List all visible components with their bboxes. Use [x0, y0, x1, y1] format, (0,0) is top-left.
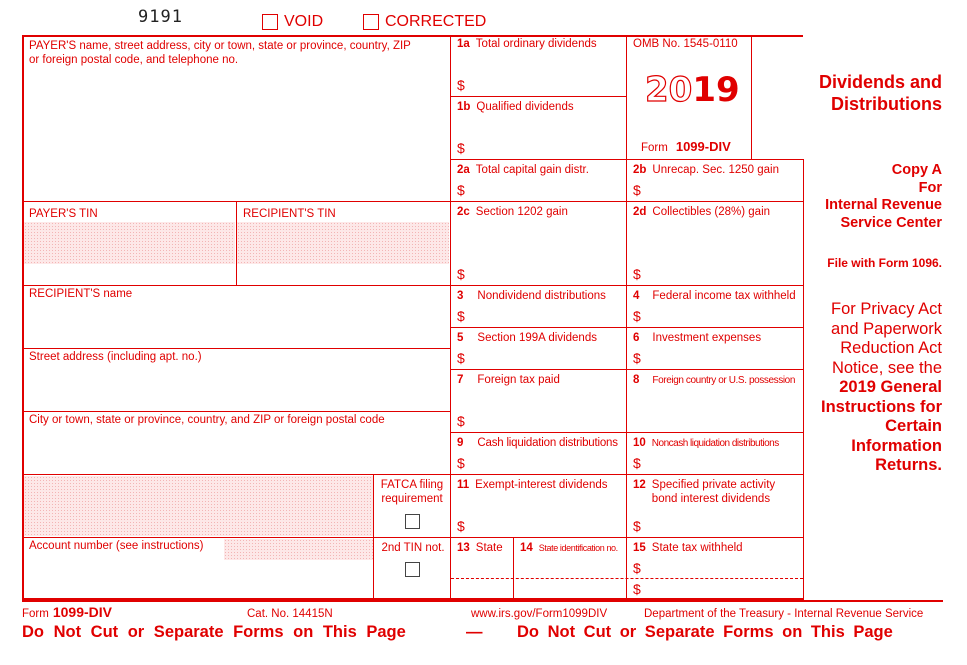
- recipient-tin-label: RECIPIENT'S TIN: [243, 208, 336, 220]
- footer-form-name: Form 1099-DIV: [22, 604, 112, 620]
- box-1b-dollar: $: [457, 140, 465, 156]
- box-12-dollar: $: [633, 518, 641, 534]
- form-title: Dividends and Distributions: [818, 72, 942, 114]
- file-with-1096: File with Form 1096.: [827, 256, 942, 270]
- box-14-label: 14 State identification no.: [520, 542, 618, 554]
- box-2c-dollar: $: [457, 266, 465, 282]
- box-11-dollar: $: [457, 518, 465, 534]
- omb-number: OMB No. 1545-0110: [633, 38, 738, 50]
- box-5-label: 5 Section 199A dividends: [457, 332, 597, 344]
- box-2b-label: 2b Unrecap. Sec. 1250 gain: [633, 164, 780, 176]
- box-1a-dollar: $: [457, 77, 465, 93]
- box-2d-label: 2d Collectibles (28%) gain: [633, 206, 771, 218]
- box-7-label: 7 Foreign tax paid: [457, 374, 560, 386]
- second-tin-label: 2nd TIN not.: [381, 542, 445, 554]
- box-12-label: 12 Specified private activity bond interest dividends: [633, 479, 776, 505]
- footer-url[interactable]: www.irs.gov/Form1099DIV: [471, 608, 608, 620]
- box-10-dollar: $: [633, 455, 641, 471]
- box-4-label: 4 Federal income tax withheld: [633, 290, 796, 302]
- box-7-dollar: $: [457, 413, 465, 429]
- box-3-label: 3 Nondividend distributions: [457, 290, 606, 302]
- do-not-cut-left: Do Not Cut or Separate Forms on This Page: [22, 623, 406, 641]
- void-checkbox[interactable]: [262, 14, 278, 30]
- box-6-label: 6 Investment expenses: [633, 332, 762, 344]
- box-2c-label: 2c Section 1202 gain: [457, 206, 568, 218]
- box-15-label: 15 State tax withheld: [633, 542, 743, 554]
- box-2a-label: 2a Total capital gain distr.: [457, 164, 589, 176]
- box-9-dollar: $: [457, 455, 465, 471]
- box-10-label: 10 Noncash liquidation distributions: [633, 437, 779, 449]
- box-2d-dollar: $: [633, 266, 641, 282]
- account-number-label: Account number (see instructions): [29, 540, 204, 552]
- payer-tin-label: PAYER'S TIN: [29, 208, 98, 220]
- copy-a-section: Copy A For Internal Revenue Service Center: [825, 162, 942, 231]
- box-2a-dollar: $: [457, 182, 465, 198]
- second-tin-checkbox[interactable]: [405, 562, 420, 577]
- recipient-tin-field[interactable]: [237, 222, 449, 264]
- void-label: VOID: [284, 13, 324, 30]
- payer-tin-field[interactable]: [24, 222, 235, 264]
- account-number-field[interactable]: [224, 539, 373, 560]
- box-15-dollar-1: $: [633, 560, 641, 576]
- fatca-checkbox[interactable]: [405, 514, 420, 529]
- fatca-shaded-area: [24, 476, 373, 536]
- footer-department: Department of the Treasury - Internal Revenue Service: [644, 608, 924, 620]
- box-13-label: 13 State: [457, 542, 503, 554]
- box-9-label: 9 Cash liquidation distributions: [457, 437, 618, 449]
- box-1b-label: 1b Qualified dividends: [457, 101, 574, 113]
- form-code: 9191: [138, 7, 183, 27]
- do-not-cut-dash: —: [466, 623, 483, 641]
- box-8-label: 8 Foreign country or U.S. possession: [633, 374, 795, 386]
- privacy-notice: For Privacy Act and Paperwork Reduction Act Notice, see the 2019 General Instructions for Certain Information Returns.: [820, 300, 942, 474]
- do-not-cut-right: Do Not Cut or Separate Forms on This Page: [517, 623, 893, 641]
- form-name-label: Form 1099-DIV: [641, 139, 731, 154]
- street-address-label: Street address (including apt. no.): [29, 351, 202, 363]
- tax-year: 2019: [645, 70, 740, 110]
- corrected-checkbox[interactable]: [363, 14, 379, 30]
- box-2b-dollar: $: [633, 182, 641, 198]
- box-15-dollar-2: $: [633, 581, 641, 597]
- recipient-name-label: RECIPIENT'S name: [29, 288, 133, 300]
- box-3-dollar: $: [457, 308, 465, 324]
- fatca-label: FATCA filing requirement: [380, 479, 444, 505]
- corrected-label: CORRECTED: [385, 13, 487, 30]
- box-6-dollar: $: [633, 350, 641, 366]
- payer-label: PAYER'S name, street address, city or town, state or province, country, ZIP or foreign postal code, and telephone no.: [29, 40, 411, 66]
- box-11-label: 11 Exempt-interest dividends: [457, 479, 608, 491]
- footer-cat-number: Cat. No. 14415N: [247, 608, 333, 620]
- box-5-dollar: $: [457, 350, 465, 366]
- box-1a-label: 1a Total ordinary dividends: [457, 38, 597, 50]
- city-label: City or town, state or province, country, and ZIP or foreign postal code: [29, 414, 385, 426]
- box-4-dollar: $: [633, 308, 641, 324]
